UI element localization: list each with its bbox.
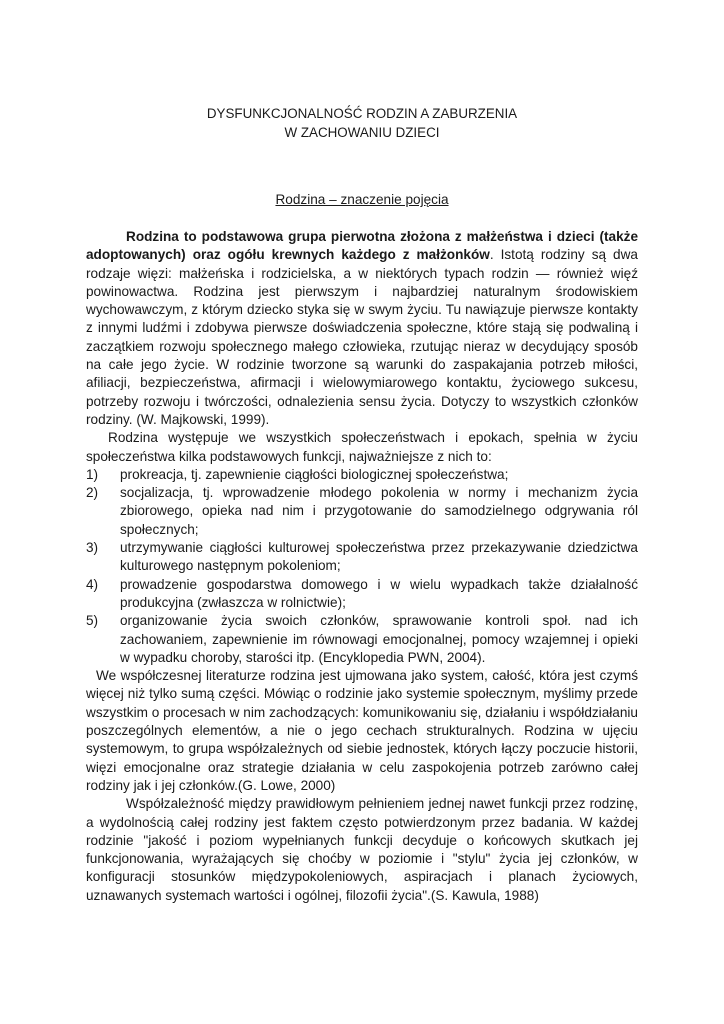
definition-rest-text: . Istotą rodziny są dwa rodzaje więzi: małżeńska i rodzicielska, a w niektórych typach rodzin — również więź powinowactwa. Rodzina jest pierwszym i najbardziej naturalnym środowiskiem wychowawczym, z którym dziecko styka się w swym życiu. Tu nawiązuje pierwsze kontakty z innymi ludźmi i zdobywa pierwsze doświadczenia społeczne, które stają się podwaliną i zaczątkiem rozwoju społecznego małego człowieka, rzutując nieraz w decydujący sposób na całe jego życie. W rodzinie tworzone są warunki do zaspakajania potrzeb miłości, afiliacji, bezpieczeństwa, afirmacji i wielowymiarowego kontaktu, życiowego sukcesu, potrzeby rozwoju i twórczości, odnalezienia sensu życia. Dotyczy to wszystkich członków rodziny. (W. Majkowski, 1999). [86, 247, 638, 427]
title-line-2: W ZACHOWANIU DZIECI [284, 125, 440, 140]
list-item [86, 466, 638, 484]
list-item-text: prokreacja, tj. zapewnienie ciągłości biologicznej społeczeństwa; [120, 466, 509, 482]
functions-list [86, 466, 638, 667]
document-title [0, 104, 724, 142]
list-item [86, 576, 638, 613]
list-item [86, 484, 638, 539]
title-line-1: DYSFUNKCJONALNOŚĆ RODZIN A ZABURZENIA [206, 106, 518, 121]
list-item [86, 539, 638, 576]
paragraph-functions-intro: Rodzina występuje we wszystkich społeczeństwach i epokach, spełnia w życiu społeczeństwa kilka podstawowych funkcji, najważniejsze z nich to: [86, 430, 638, 464]
list-item [86, 612, 638, 667]
section-heading-text: Rodzina – znaczenie pojęcia [275, 192, 449, 207]
list-item-number: 4) [86, 576, 99, 592]
list-item-number: 1) [86, 466, 99, 482]
document-body [86, 228, 638, 905]
paragraph-interdependence: Współzależność między prawidłowym pełnieniem jednej nawet funkcji przez rodzinę, a wydolnością całej rodziny jest faktem często potwierdzonym przez badania. W każdej rodzinie "jakość i poziom wypełnianych funkcji decyduje o końcowych skutkach jej funkcjonowania, wyrażających się choćby w poziomie i "stylu" życia jej członków, w konfiguracji stosunków międzypokoleniowych, aspiracjach i planach życiowych, uznawanych systemach wartości i ogólnej, filozofii życia".(S. Kawula, 1988) [86, 796, 638, 903]
list-item-text: utrzymywanie ciągłości kulturowej społeczeństwa przez przekazywanie dziedzictwa kulturowego następnym pokoleniom; [120, 540, 638, 574]
list-item-number: 5) [86, 613, 99, 629]
definition-bold-text: Rodzina to podstawowa grupa pierwotna złożona z małżeństwa i dzieci (także adoptowanych) oraz ogółu krewnych każdego z małżonków [86, 229, 638, 263]
list-item-text: prowadzenie gospodarstwa domowego i w wielu wypadkach także działalność produkcyjna (zwłaszcza w rolnictwie); [120, 576, 638, 610]
section-heading [0, 192, 724, 207]
list-item-text: socjalizacja, tj. wprowadzenie młodego pokolenia w normy i mechanizm życia zbiorowego, opieka nad nim i przygotowanie do samodzielnego odgrywania ról społecznych; [120, 485, 638, 537]
list-item-number: 3) [86, 540, 99, 556]
paragraph-system: We współczesnej literaturze rodzina jest ujmowana jako system, całość, która jest czymś więcej niż tylko sumą części. Mówiąc o rodzinie jako systemie społecznym, myślimy przede wszystkim o procesach w nim zachodzących: komunikowaniu się, działaniu i współdziałaniu poszczególnych elementów, a nie o jego cechach strukturalnych. Rodzina w ujęciu systemowym, to grupa współzależnych od siebie jednostek, których łączy poczucie historii, więzi emocjonalne oraz strategie działania w celu zaspokojenia potrzeb zarówno całej rodziny jak i jej członków.(G. Lowe, 2000) [86, 668, 638, 793]
paragraph-definition [86, 228, 638, 429]
list-item-number: 2) [86, 485, 99, 501]
list-item-text: organizowanie życia swoich członków, sprawowanie kontroli społ. nad ich zachowaniem, zapewnienie im równowagi emocjonalnej, pomocy wzajemnej i opieki w wypadku choroby, starości itp. (Encyklopedia PWN, 2004). [120, 613, 638, 665]
